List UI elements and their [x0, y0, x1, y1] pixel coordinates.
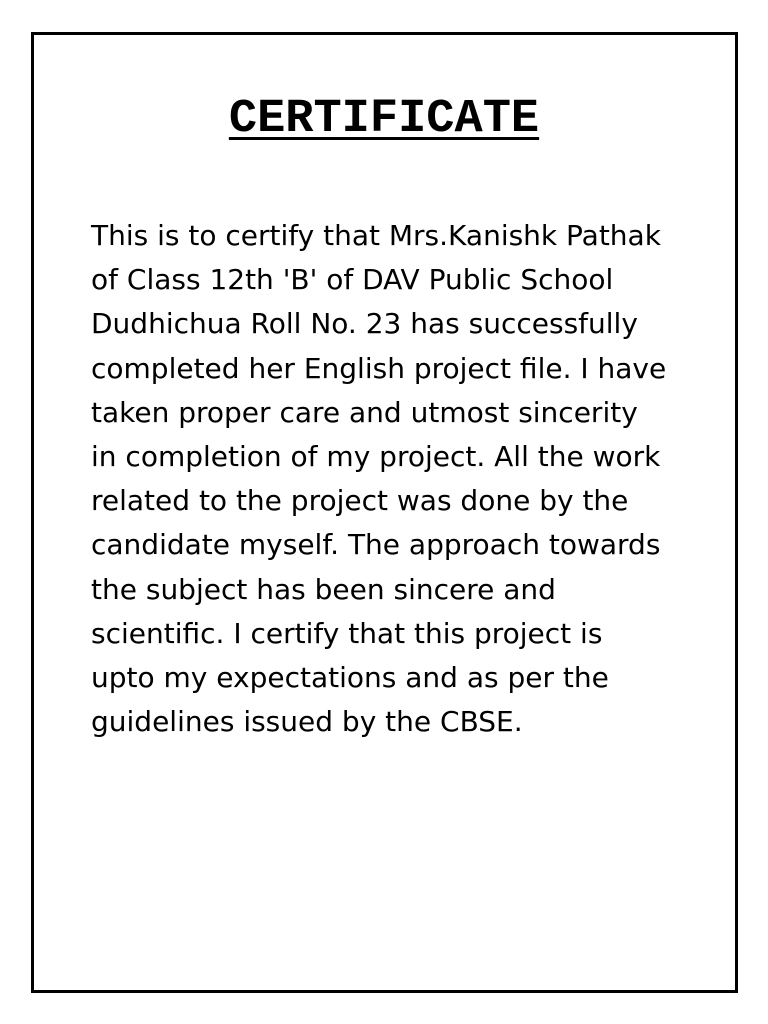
body-line-10: scientific. I certify that this project is — [91, 616, 603, 650]
certificate-body — [91, 214, 691, 744]
body-line-3: Dudhichua Roll No. 23 has successfully — [91, 307, 638, 341]
body-line-5: taken proper care and utmost sincerity — [91, 395, 638, 429]
body-line-1: This is to certify that Mrs.Kanishk Pathak — [91, 219, 661, 252]
body-line-6: in completion of my project. All the work — [91, 440, 661, 474]
body-line-8: candidate myself. The approach towards — [91, 528, 661, 562]
certificate-title — [0, 90, 768, 150]
body-line-7: related to the project was done by the — [91, 484, 629, 518]
body-line-12: guidelines issued by the CBSE. — [91, 705, 523, 739]
body-line-2: of Class 12th 'B' of DAV Public School — [91, 263, 614, 297]
body-line-4: completed her English project file. I have — [91, 351, 667, 385]
body-line-11: upto my expectations and as per the — [91, 661, 609, 695]
certificate-title-text: CERTIFICATE — [228, 93, 540, 146]
body-line-9: the subject has been sincere and — [91, 572, 556, 606]
